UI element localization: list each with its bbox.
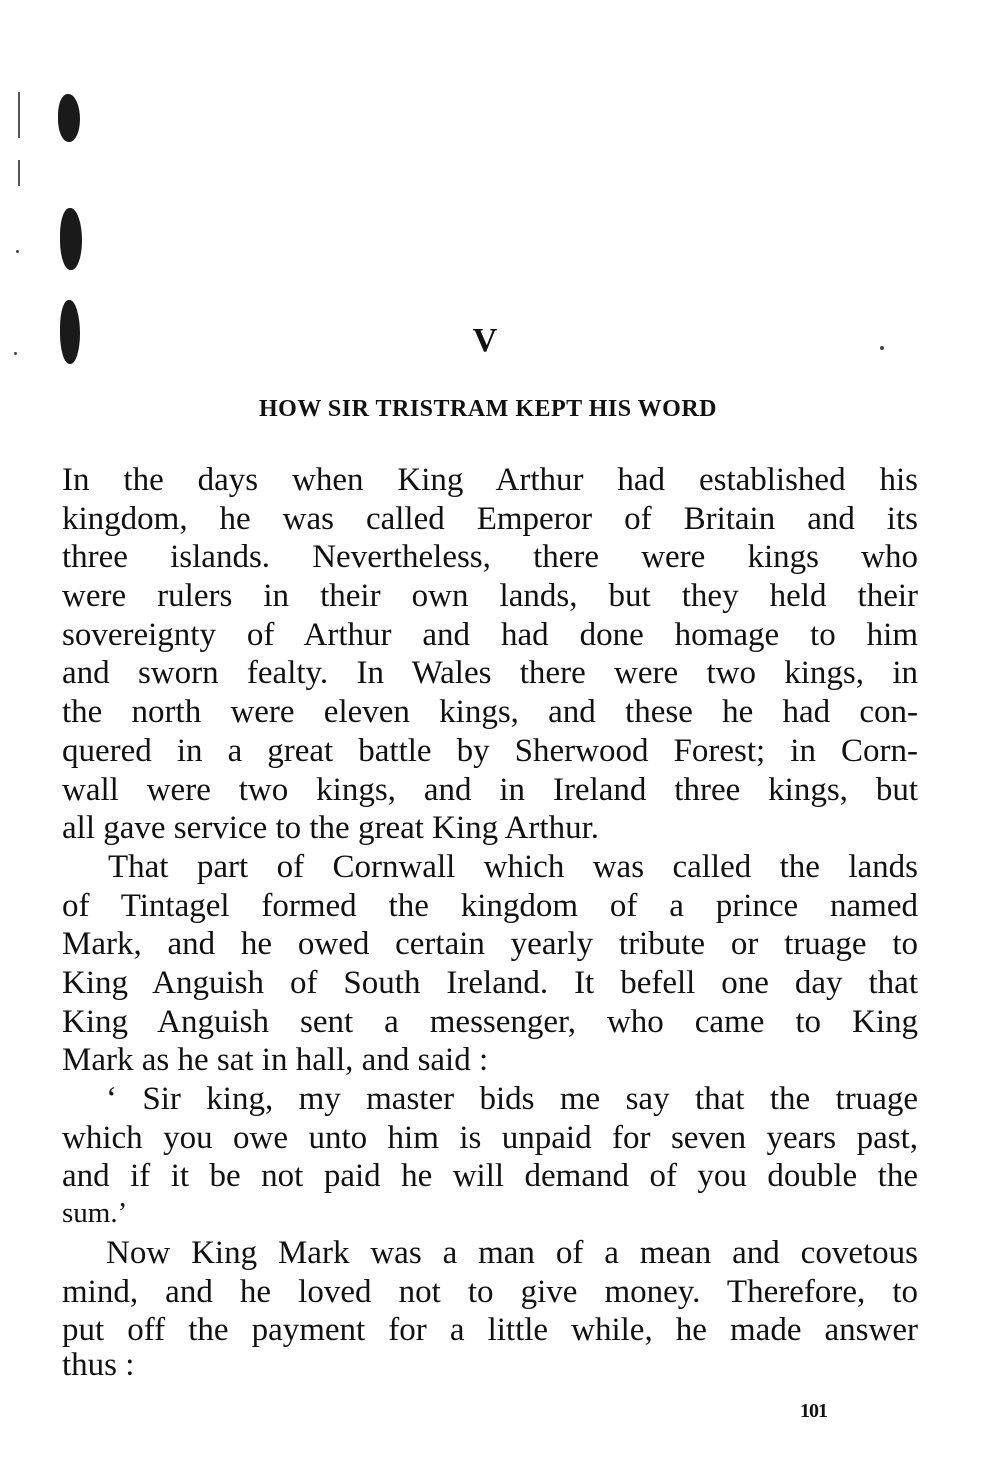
text-line: King Anguish sent a messenger, who came to King [62, 1003, 918, 1040]
paragraph [62, 461, 918, 848]
text-line: were rulers in their own lands, but they held their [62, 578, 918, 615]
paragraph [62, 1234, 918, 1384]
text-line: sum.’ [62, 1197, 128, 1230]
text-line: Mark, and he owed certain yearly tribute or truage to [62, 926, 918, 963]
text-line: Mark as he sat in hall, and said : [62, 1042, 489, 1079]
text-line: That part of Cornwall which was called the lands [108, 848, 918, 885]
body-text [62, 461, 918, 1384]
binding-hole-mark [60, 208, 82, 270]
scan-speck [16, 250, 19, 253]
text-line: mind, and he loved not to give money. Therefore, to [62, 1273, 918, 1310]
text-line: the north were eleven kings, and these he had con- [62, 694, 918, 731]
text-line: thus : [62, 1347, 135, 1384]
scan-edge-mark [18, 160, 20, 186]
paragraph [62, 1080, 918, 1230]
scan-edge-mark [18, 92, 20, 138]
text-line: wall were two kings, and in Ireland three kings, but [62, 771, 918, 808]
text-line: quered in a great battle by Sherwood Forest; in Corn- [62, 732, 918, 769]
text-line: King Anguish of South Ireland. It befell one day that [62, 964, 918, 1001]
text-line: and sworn fealty. In Wales there were two kings, in [62, 655, 918, 692]
chapter-title: HOW SIR TRISTRAM KEPT HIS WORD [258, 396, 717, 422]
text-line: which you owe unto him is unpaid for seven years past, [62, 1119, 918, 1156]
text-line: three islands. Nevertheless, there were kings who [62, 539, 918, 576]
binding-hole-mark [58, 94, 80, 142]
text-line: kingdom, he was called Emperor of Britain and its [62, 500, 918, 537]
text-line: and if it be not paid he will demand of you double the [62, 1158, 918, 1195]
text-line: ‘ Sir king, my master bids me say that the truage [106, 1081, 918, 1117]
text-line: sovereignty of Arthur and had done homage to him [62, 616, 918, 653]
text-line: put off the payment for a little while, he made answer [62, 1312, 918, 1349]
text-line: of Tintagel formed the kingdom of a prince named [62, 887, 918, 924]
paragraph [62, 848, 918, 1080]
text-line: Now King Mark was a man of a mean and covetous [106, 1235, 918, 1272]
text-line: all gave service to the great King Arthur. [62, 810, 599, 847]
page-number: 101 [800, 1400, 827, 1422]
text-line: In the days when King Arthur had established his [62, 462, 918, 498]
chapter-number: V [472, 322, 498, 359]
